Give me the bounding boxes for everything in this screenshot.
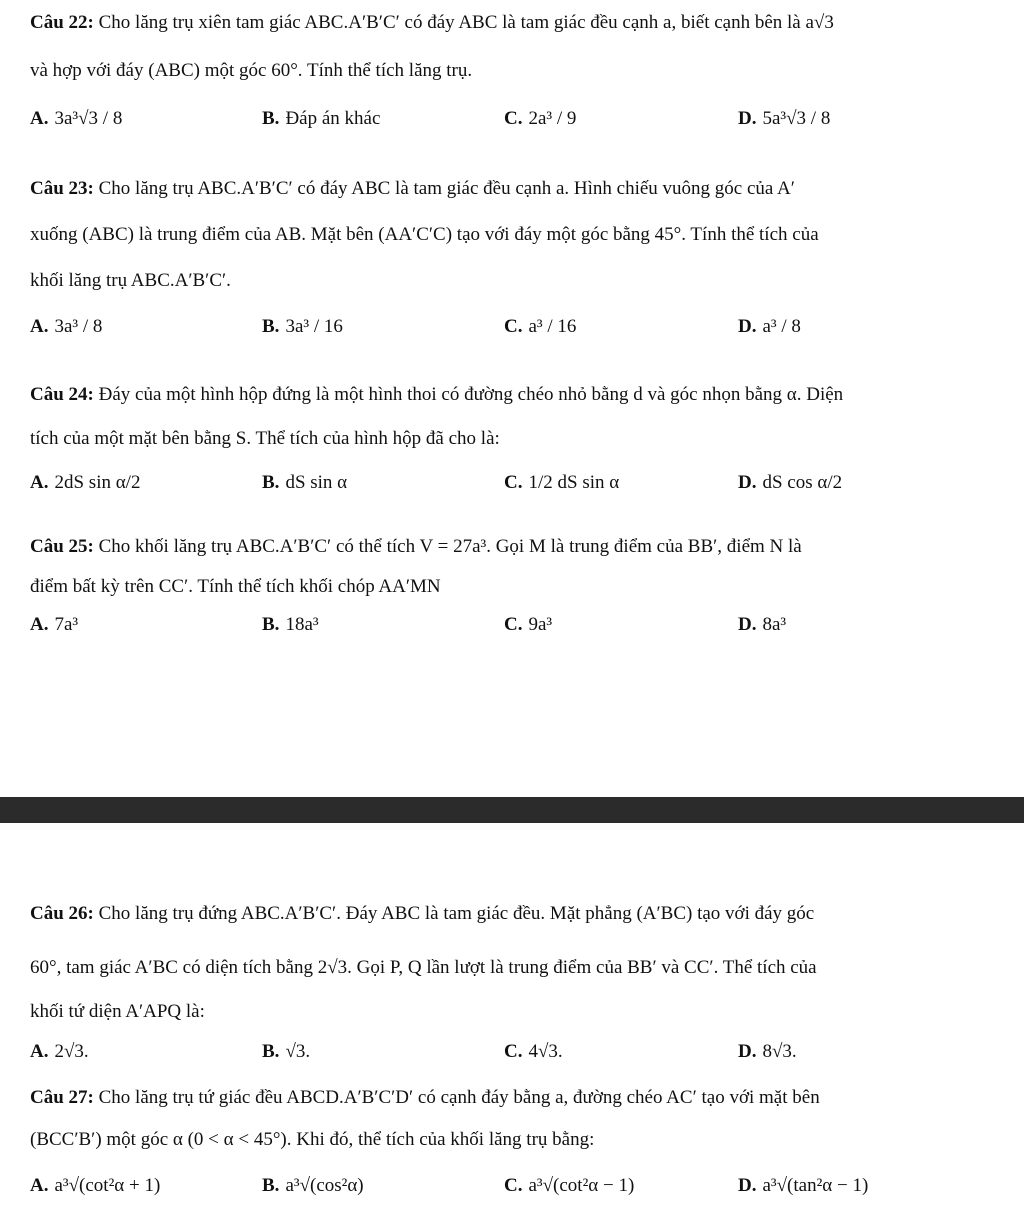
option-b[interactable]: B. √3. — [262, 1041, 311, 1062]
question-25-options — [30, 614, 1005, 654]
question-26-line-1 — [30, 903, 814, 925]
question-27-line-1 — [30, 1087, 820, 1109]
question-23-line-3: khối lăng trụ ABC.A′B′C′. — [30, 270, 231, 291]
option-d[interactable]: D. a³√(tan²α − 1) — [738, 1175, 869, 1196]
option-c[interactable]: C. 2a³ / 9 — [504, 108, 577, 129]
question-26-text-1: Cho lăng trụ đứng ABC.A′B′C′. Đáy ABC là tam giác đều. Mặt phẳng (A′BC) tạo với đáy góc — [98, 903, 815, 924]
question-27-label: Câu 27: — [30, 1087, 94, 1108]
option-d-text: a³ / 8 — [762, 316, 801, 337]
question-22-options — [30, 108, 1005, 148]
question-22-line-1 — [30, 12, 834, 34]
question-26-line-2: 60°, tam giác A′BC có diện tích bằng 2√3. Gọi P, Q lần lượt là trung điểm của BB′ và CC′. Thể tích của — [30, 957, 817, 978]
option-c[interactable]: C. a³√(cot²α − 1) — [504, 1175, 635, 1196]
option-a-text: 7a³ — [54, 614, 79, 635]
option-c[interactable]: C. 9a³ — [504, 614, 553, 635]
option-d-text: 5a³√3 / 8 — [762, 108, 831, 129]
question-23-line-1 — [30, 178, 795, 200]
question-23-options — [30, 316, 1005, 356]
option-d-text: 8√3. — [762, 1041, 797, 1062]
option-c-text: 1/2 dS sin α — [528, 472, 620, 493]
option-d-text: a³√(tan²α − 1) — [762, 1175, 869, 1196]
option-d[interactable]: D. dS cos α/2 — [738, 472, 843, 493]
option-c[interactable]: C. a³ / 16 — [504, 316, 577, 337]
page-separator — [0, 797, 1024, 823]
option-b-text: a³√(cos²α) — [285, 1175, 364, 1196]
question-27-options — [30, 1175, 1005, 1215]
option-b[interactable]: B. 3a³ / 16 — [262, 316, 343, 337]
question-26-options — [30, 1041, 1005, 1081]
option-c[interactable]: C. 1/2 dS sin α — [504, 472, 620, 493]
option-c[interactable]: C. 4√3. — [504, 1041, 563, 1062]
question-26-line-3: khối tứ diện A′APQ là: — [30, 1001, 205, 1022]
question-23-line-2: xuống (ABC) là trung điểm của AB. Mặt bên (AA′C′C) tạo với đáy một góc bằng 45°. Tính thể tích của — [30, 224, 819, 245]
question-23-text-1: Cho lăng trụ ABC.A′B′C′ có đáy ABC là tam giác đều cạnh a. Hình chiếu vuông góc của A′ — [98, 178, 795, 199]
question-25-line-2: điểm bất kỳ trên CC′. Tính thể tích khối chóp AA′MN — [30, 576, 441, 597]
option-d-text: 8a³ — [762, 614, 787, 635]
option-d-text: dS cos α/2 — [762, 472, 843, 493]
question-25-label: Câu 25: — [30, 536, 94, 557]
option-c-text: a³√(cot²α − 1) — [528, 1175, 635, 1196]
question-24-options — [30, 472, 1005, 512]
question-22-label: Câu 22: — [30, 12, 94, 33]
question-24-line-2: tích của một mặt bên bằng S. Thể tích của hình hộp đã cho là: — [30, 428, 500, 449]
option-a-text: 2√3. — [54, 1041, 89, 1062]
option-c-text: a³ / 16 — [528, 316, 577, 337]
question-25-line-1 — [30, 536, 802, 558]
option-a[interactable]: A. 3a³√3 / 8 — [30, 108, 123, 129]
option-b[interactable]: B. dS sin α — [262, 472, 348, 493]
lower-page — [0, 823, 1024, 1220]
option-a[interactable]: A. 2√3. — [30, 1041, 89, 1062]
question-26-label: Câu 26: — [30, 903, 94, 924]
question-27-line-2: (BCC′B′) một góc α (0 < α < 45°). Khi đó, thể tích của khối lăng trụ bằng: — [30, 1129, 595, 1150]
option-b[interactable]: B. 18a³ — [262, 614, 319, 635]
question-25-text-1: Cho khối lăng trụ ABC.A′B′C′ có thể tích V = 27a³. Gọi M là trung điểm của BB′, điểm N là — [98, 536, 802, 557]
option-a[interactable]: A. 7a³ — [30, 614, 79, 635]
option-b[interactable]: B. Đáp án khác — [262, 108, 381, 129]
option-a-text: 3a³√3 / 8 — [54, 108, 123, 129]
question-24-text-1: Đáy của một hình hộp đứng là một hình thoi có đường chéo nhỏ bằng d và góc nhọn bằng α. Diện — [98, 384, 844, 405]
option-c-text: 4√3. — [528, 1041, 563, 1062]
question-23-label: Câu 23: — [30, 178, 94, 199]
option-a-text: 2dS sin α/2 — [54, 472, 141, 493]
question-24-label: Câu 24: — [30, 384, 94, 405]
option-b-text: dS sin α — [285, 472, 348, 493]
option-b-text: Đáp án khác — [285, 108, 381, 129]
option-d[interactable]: D. 8√3. — [738, 1041, 797, 1062]
option-c-text: 2a³ / 9 — [528, 108, 577, 129]
option-a[interactable]: A. a³√(cot²α + 1) — [30, 1175, 161, 1196]
option-a-text: a³√(cot²α + 1) — [54, 1175, 161, 1196]
question-24-line-1 — [30, 384, 843, 406]
question-22-line-2: và hợp với đáy (ABC) một góc 60°. Tính thể tích lăng trụ. — [30, 60, 473, 81]
option-b-text: √3. — [285, 1041, 311, 1062]
option-b[interactable]: B. a³√(cos²α) — [262, 1175, 364, 1196]
option-d[interactable]: D. 8a³ — [738, 614, 787, 635]
question-27-text-1: Cho lăng trụ tứ giác đều ABCD.A′B′C′D′ có cạnh đáy bằng a, đường chéo AC′ tạo với mặt bên — [98, 1087, 820, 1108]
option-b-text: 3a³ / 16 — [285, 316, 343, 337]
option-a[interactable]: A. 3a³ / 8 — [30, 316, 103, 337]
option-c-text: 9a³ — [528, 614, 553, 635]
option-a-text: 3a³ / 8 — [54, 316, 103, 337]
option-d[interactable]: D. 5a³√3 / 8 — [738, 108, 831, 129]
option-d[interactable]: D. a³ / 8 — [738, 316, 801, 337]
option-b-text: 18a³ — [285, 614, 319, 635]
option-a[interactable]: A. 2dS sin α/2 — [30, 472, 141, 493]
question-22-text-1: Cho lăng trụ xiên tam giác ABC.A′B′C′ có đáy ABC là tam giác đều cạnh a, biết cạnh bên là a√3 — [98, 12, 834, 33]
